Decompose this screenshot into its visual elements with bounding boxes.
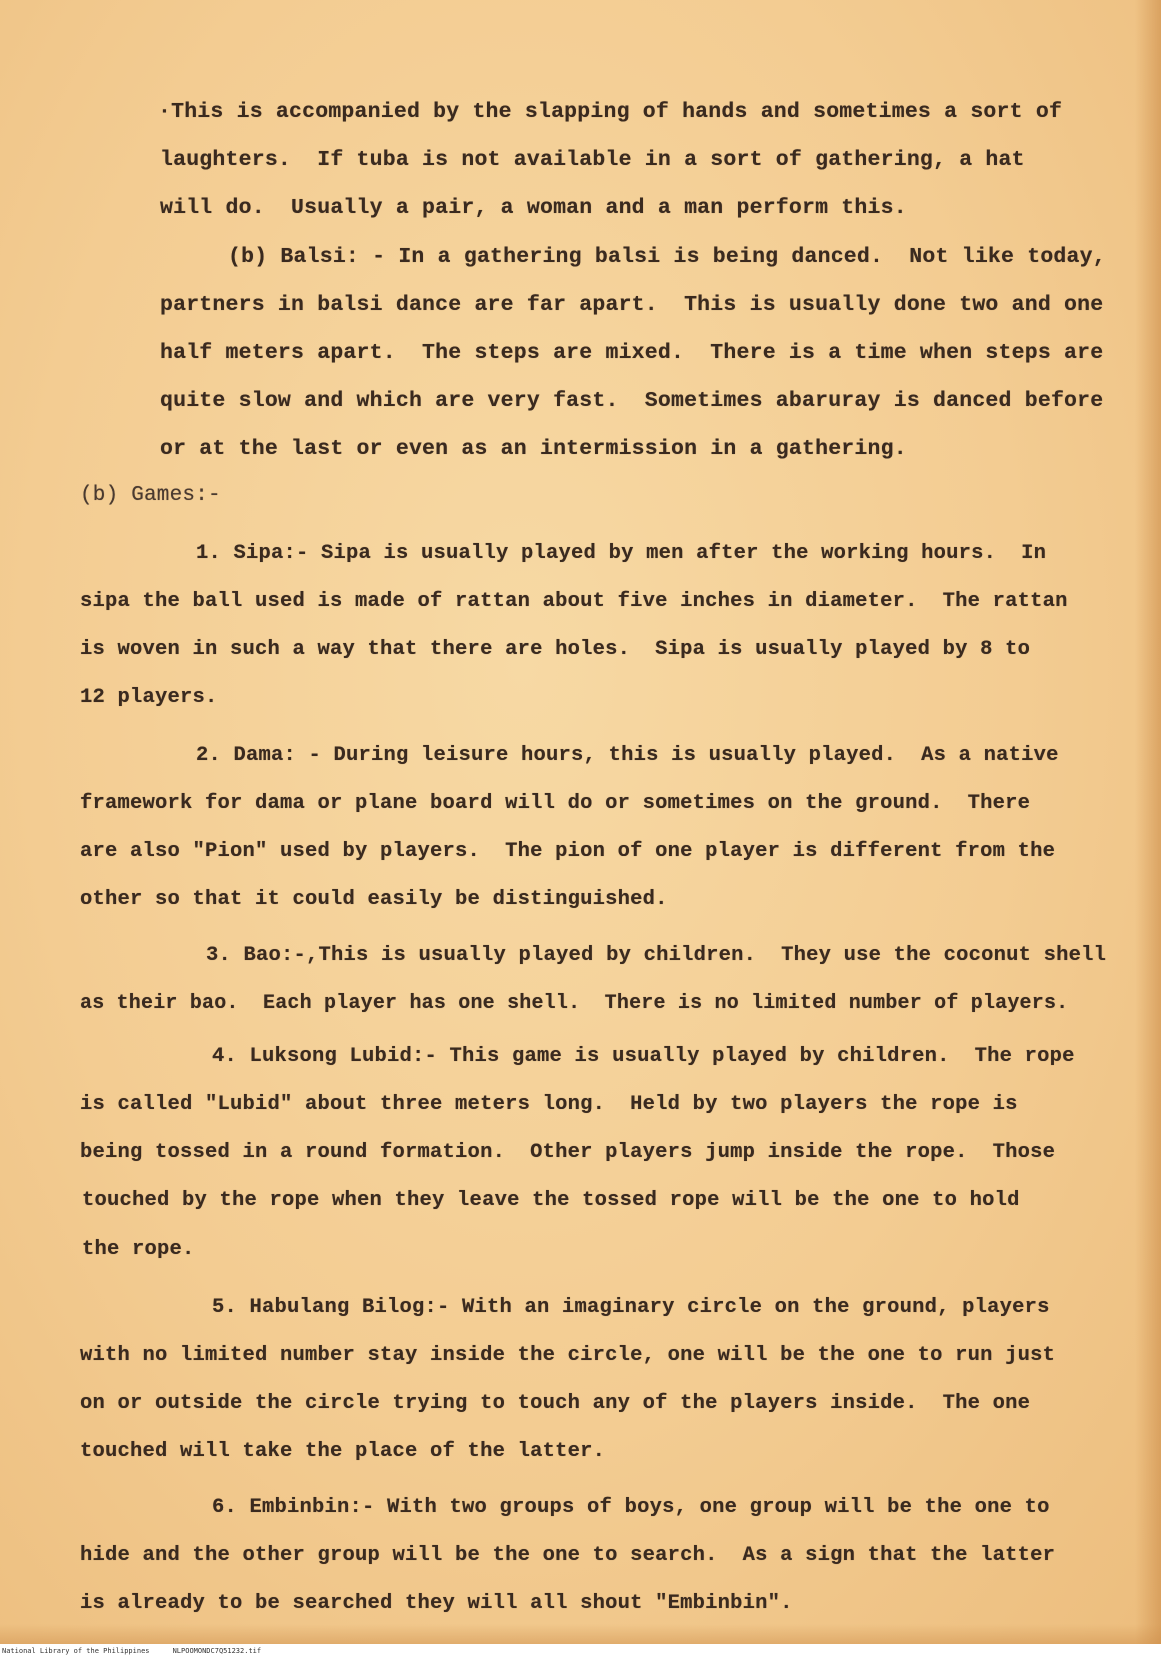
text-line: half meters apart. The steps are mixed. There is a time when steps are: [160, 341, 1104, 365]
text-line: sipa the ball used is made of rattan about five inches in diameter. The rattan: [80, 590, 1068, 613]
text-line: 4. Luksong Lubid:- This game is usually played by children. The rope: [212, 1045, 1075, 1068]
text-line: as their bao. Each player has one shell. There is no limited number of players.: [80, 992, 1069, 1015]
text-line: on or outside the circle trying to touch any of the players inside. The one: [80, 1392, 1031, 1415]
text-line: with no limited number stay inside the circle, one will be the one to run just: [80, 1344, 1056, 1367]
text-line: 6. Embinbin:- With two groups of boys, one group will be the one to: [212, 1496, 1050, 1519]
text-line: touched will take the place of the latter.: [80, 1440, 606, 1463]
section-heading: (b) Games:-: [80, 484, 221, 507]
text-line: 2. Dama: - During leisure hours, this is usually played. As a native: [196, 744, 1059, 767]
footer-file: NLPOOMONDC7Q51232.tif: [172, 1647, 262, 1655]
text-line: 5. Habulang Bilog:- With an imaginary circle on the ground, players: [212, 1296, 1050, 1319]
text-line: are also "Pion" used by players. The pion of one player is different from the: [80, 840, 1056, 863]
page-edge-shadow: [1135, 0, 1161, 1658]
text-line: quite slow and which are very fast. Sometimes abaruray is danced before: [160, 389, 1104, 413]
text-line: laughters. If tuba is not available in a sort of gathering, a hat: [160, 148, 1025, 172]
text-line: or at the last or even as an intermission in a gathering.: [160, 437, 907, 461]
text-line: being tossed in a round formation. Other players jump inside the rope. Those: [80, 1141, 1056, 1164]
text-line: partners in balsi dance are far apart. This is usually done two and one: [160, 293, 1104, 317]
text-line: hide and the other group will be the one to search. As a sign that the latter: [80, 1544, 1056, 1567]
text-line: the rope.: [82, 1238, 195, 1261]
text-line: touched by the rope when they leave the tossed rope will be the one to hold: [82, 1189, 1020, 1212]
text-line: will do. Usually a pair, a woman and a man perform this.: [160, 196, 907, 220]
text-line: is already to be searched they will all shout "Embinbin".: [80, 1592, 793, 1615]
text-line: 1. Sipa:- Sipa is usually played by men after the working hours. In: [196, 542, 1047, 565]
text-line: is woven in such a way that there are holes. Sipa is usually played by 8 to: [80, 638, 1031, 661]
text-line: other so that it could easily be distinguished.: [80, 888, 668, 911]
text-line: (b) Balsi: - In a gathering balsi is being danced. Not like today,: [228, 245, 1106, 269]
page-bottom-shadow: [0, 1624, 1161, 1644]
scan-footer: [0, 1644, 1161, 1658]
text-line: framework for dama or plane board will do or sometimes on the ground. There: [80, 792, 1031, 815]
footer-library: National Library of the Philippines: [2, 1647, 150, 1655]
text-line: is called "Lubid" about three meters long. Held by two players the rope is: [80, 1093, 1018, 1116]
text-line: 12 players.: [80, 686, 218, 709]
text-line: ·This is accompanied by the slapping of hands and sometimes a sort of: [158, 100, 1063, 124]
text-line: 3. Bao:-,This is usually played by children. They use the coconut shell: [206, 944, 1107, 967]
